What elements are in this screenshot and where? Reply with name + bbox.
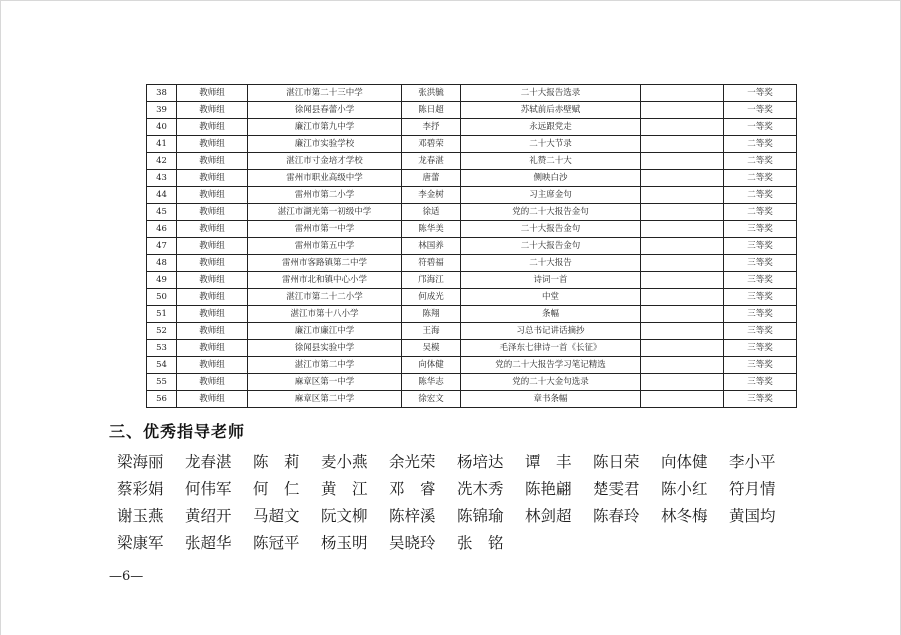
teacher-row: [117, 531, 817, 558]
work-title-cell: 二十大报告选录: [461, 85, 641, 102]
note-cell: [641, 153, 724, 170]
note-cell: [641, 272, 724, 289]
note-cell: [641, 221, 724, 238]
row-number-cell: 51: [147, 306, 177, 323]
teacher-name: 冼木秀: [457, 480, 504, 498]
school-cell: 廉江市实验学校: [248, 136, 402, 153]
teacher-name: 吴晓玲: [389, 534, 436, 552]
row-number-cell: 46: [147, 221, 177, 238]
work-title-cell: 习主席金句: [461, 187, 641, 204]
school-cell: 湛江市第二十三中学: [248, 85, 402, 102]
work-title-cell: 诗词一首: [461, 272, 641, 289]
teacher-name: 陈日荣: [593, 453, 640, 471]
name-cell: 张洪毓: [402, 85, 461, 102]
teacher-name: 符月情: [729, 480, 776, 498]
name-cell: 陈翔: [402, 306, 461, 323]
note-cell: [641, 238, 724, 255]
school-cell: 雷州市北和镇中心小学: [248, 272, 402, 289]
teacher-name: 阮文柳: [321, 507, 368, 525]
name-cell: 陈华志: [402, 374, 461, 391]
award-cell: 二等奖: [724, 153, 797, 170]
name-cell: 向体健: [402, 357, 461, 374]
table-row: [147, 357, 797, 374]
name-cell: 邓碧荣: [402, 136, 461, 153]
name-cell: 徐宏文: [402, 391, 461, 408]
name-cell: 邝海江: [402, 272, 461, 289]
table-row: [147, 238, 797, 255]
teacher-name: 向体健: [661, 453, 708, 471]
group-cell: 教师组: [177, 238, 248, 255]
row-number-cell: 39: [147, 102, 177, 119]
teacher-row: [117, 450, 817, 477]
table-row: [147, 272, 797, 289]
teacher-name: 梁康军: [117, 534, 164, 552]
teacher-name: 陈 莉: [253, 453, 300, 471]
school-cell: 湛江市第二中学: [248, 357, 402, 374]
work-title-cell: 二十大报告金句: [461, 221, 641, 238]
group-cell: 教师组: [177, 391, 248, 408]
group-cell: 教师组: [177, 357, 248, 374]
award-cell: 三等奖: [724, 306, 797, 323]
row-number-cell: 54: [147, 357, 177, 374]
note-cell: [641, 187, 724, 204]
note-cell: [641, 255, 724, 272]
teacher-name: 林剑超: [525, 507, 572, 525]
award-cell: 三等奖: [724, 391, 797, 408]
work-title-cell: 章书条幅: [461, 391, 641, 408]
table-row: [147, 102, 797, 119]
table-row: [147, 391, 797, 408]
note-cell: [641, 306, 724, 323]
note-cell: [641, 323, 724, 340]
group-cell: 教师组: [177, 170, 248, 187]
teacher-name: 余光荣: [389, 453, 436, 471]
school-cell: 雷州市第二小学: [248, 187, 402, 204]
row-number-cell: 53: [147, 340, 177, 357]
teacher-name: 陈冠平: [253, 534, 300, 552]
awards-table: [146, 84, 797, 408]
group-cell: 教师组: [177, 136, 248, 153]
teacher-name: 陈艳翩: [525, 480, 572, 498]
school-cell: 雷州市客路镇第二中学: [248, 255, 402, 272]
teacher-name: 何 仁: [253, 480, 300, 498]
row-number-cell: 45: [147, 204, 177, 221]
group-cell: 教师组: [177, 119, 248, 136]
teacher-name: 何伟军: [185, 480, 232, 498]
teacher-name-list: [117, 450, 817, 558]
work-title-cell: 礼赞二十大: [461, 153, 641, 170]
name-cell: 陈日超: [402, 102, 461, 119]
work-title-cell: 二十大报告: [461, 255, 641, 272]
work-title-cell: 苏轼前后赤壁赋: [461, 102, 641, 119]
school-cell: 雷州市第一中学: [248, 221, 402, 238]
school-cell: 徐闻县春蕾小学: [248, 102, 402, 119]
work-title-cell: 中堂: [461, 289, 641, 306]
award-cell: 三等奖: [724, 323, 797, 340]
note-cell: [641, 340, 724, 357]
name-cell: 吴模: [402, 340, 461, 357]
teacher-name: 李小平: [729, 453, 776, 471]
award-cell: 二等奖: [724, 136, 797, 153]
teacher-row: [117, 504, 817, 531]
school-cell: 徐闻县实验中学: [248, 340, 402, 357]
award-cell: 二等奖: [724, 187, 797, 204]
teacher-name: 林冬梅: [661, 507, 708, 525]
teacher-name: 张 铭: [457, 534, 504, 552]
note-cell: [641, 374, 724, 391]
table-row: [147, 289, 797, 306]
work-title-cell: 习总书记讲话摘抄: [461, 323, 641, 340]
work-title-cell: 毛泽东七律诗一首《长征》: [461, 340, 641, 357]
teacher-name: 杨培达: [457, 453, 504, 471]
group-cell: 教师组: [177, 221, 248, 238]
row-number-cell: 47: [147, 238, 177, 255]
note-cell: [641, 170, 724, 187]
table-row: [147, 323, 797, 340]
award-cell: 三等奖: [724, 221, 797, 238]
row-number-cell: 38: [147, 85, 177, 102]
teacher-name: 陈锦瑜: [457, 507, 504, 525]
award-cell: 三等奖: [724, 255, 797, 272]
teacher-name: 陈春玲: [593, 507, 640, 525]
note-cell: [641, 85, 724, 102]
table-row: [147, 136, 797, 153]
group-cell: 教师组: [177, 374, 248, 391]
awards-table-body: [147, 85, 797, 408]
award-cell: 三等奖: [724, 357, 797, 374]
note-cell: [641, 357, 724, 374]
teacher-name: 陈梓溪: [389, 507, 436, 525]
row-number-cell: 41: [147, 136, 177, 153]
teacher-name: 谢玉燕: [117, 507, 164, 525]
row-number-cell: 56: [147, 391, 177, 408]
name-cell: 李金树: [402, 187, 461, 204]
teacher-name: 黄国均: [729, 507, 776, 525]
award-cell: 三等奖: [724, 340, 797, 357]
work-title-cell: 条幅: [461, 306, 641, 323]
school-cell: 廉江市第九中学: [248, 119, 402, 136]
table-row: [147, 153, 797, 170]
name-cell: 符碧福: [402, 255, 461, 272]
teacher-name: 张超华: [185, 534, 232, 552]
group-cell: 教师组: [177, 289, 248, 306]
teacher-name: 马超文: [253, 507, 300, 525]
award-cell: 二等奖: [724, 170, 797, 187]
group-cell: 教师组: [177, 323, 248, 340]
teacher-name: 邓 睿: [389, 480, 436, 498]
school-cell: 湛江市湖光第一初级中学: [248, 204, 402, 221]
school-cell: 雷州市第五中学: [248, 238, 402, 255]
name-cell: 陈华美: [402, 221, 461, 238]
page-number: —6—: [109, 569, 144, 584]
group-cell: 教师组: [177, 85, 248, 102]
row-number-cell: 49: [147, 272, 177, 289]
table-row: [147, 170, 797, 187]
table-row: [147, 306, 797, 323]
group-cell: 教师组: [177, 153, 248, 170]
note-cell: [641, 119, 724, 136]
table-row: [147, 374, 797, 391]
teacher-name: 陈小红: [661, 480, 708, 498]
group-cell: 教师组: [177, 204, 248, 221]
school-cell: 麻章区第一中学: [248, 374, 402, 391]
row-number-cell: 43: [147, 170, 177, 187]
table-row: [147, 119, 797, 136]
row-number-cell: 44: [147, 187, 177, 204]
teacher-name: 楚雯君: [593, 480, 640, 498]
group-cell: 教师组: [177, 187, 248, 204]
work-title-cell: 党的二十大报告金句: [461, 204, 641, 221]
teacher-name: 黄 江: [321, 480, 368, 498]
group-cell: 教师组: [177, 255, 248, 272]
school-cell: 湛江市第十八小学: [248, 306, 402, 323]
work-title-cell: 永远跟党走: [461, 119, 641, 136]
school-cell: 雷州市职业高级中学: [248, 170, 402, 187]
table-row: [147, 255, 797, 272]
award-cell: 三等奖: [724, 272, 797, 289]
row-number-cell: 48: [147, 255, 177, 272]
table-row: [147, 340, 797, 357]
note-cell: [641, 391, 724, 408]
table-row: [147, 204, 797, 221]
name-cell: 徐适: [402, 204, 461, 221]
name-cell: 李抒: [402, 119, 461, 136]
name-cell: 何成光: [402, 289, 461, 306]
award-cell: 一等奖: [724, 102, 797, 119]
row-number-cell: 55: [147, 374, 177, 391]
name-cell: 龙春湛: [402, 153, 461, 170]
teacher-name: 蔡彩娟: [117, 480, 164, 498]
work-title-cell: 党的二十大金句选录: [461, 374, 641, 391]
teacher-name: 谭 丰: [525, 453, 572, 471]
work-title-cell: 党的二十大报告学习笔记精选: [461, 357, 641, 374]
work-title-cell: 二十大报告金句: [461, 238, 641, 255]
row-number-cell: 52: [147, 323, 177, 340]
group-cell: 教师组: [177, 102, 248, 119]
award-cell: 一等奖: [724, 119, 797, 136]
teacher-row: [117, 477, 817, 504]
table-row: [147, 85, 797, 102]
note-cell: [641, 289, 724, 306]
row-number-cell: 50: [147, 289, 177, 306]
award-cell: 三等奖: [724, 374, 797, 391]
school-cell: 湛江市寸金培才学校: [248, 153, 402, 170]
table-row: [147, 221, 797, 238]
teacher-name: 龙春湛: [185, 453, 232, 471]
award-cell: 三等奖: [724, 238, 797, 255]
school-cell: 麻章区第二中学: [248, 391, 402, 408]
row-number-cell: 42: [147, 153, 177, 170]
group-cell: 教师组: [177, 340, 248, 357]
name-cell: 林国养: [402, 238, 461, 255]
teacher-name: 杨玉明: [321, 534, 368, 552]
note-cell: [641, 102, 724, 119]
note-cell: [641, 204, 724, 221]
award-cell: 三等奖: [724, 289, 797, 306]
school-cell: 湛江市第二十二小学: [248, 289, 402, 306]
teacher-name: 麦小燕: [321, 453, 368, 471]
row-number-cell: 40: [147, 119, 177, 136]
teacher-name: 黄绍开: [185, 507, 232, 525]
work-title-cell: 二十大节录: [461, 136, 641, 153]
group-cell: 教师组: [177, 272, 248, 289]
name-cell: 唐蕾: [402, 170, 461, 187]
section-title: 三、优秀指导老师: [109, 422, 246, 441]
teacher-name: 梁海丽: [117, 453, 164, 471]
award-cell: 一等奖: [724, 85, 797, 102]
name-cell: 王海: [402, 323, 461, 340]
work-title-cell: 侧映白沙: [461, 170, 641, 187]
school-cell: 廉江市廉江中学: [248, 323, 402, 340]
table-row: [147, 187, 797, 204]
award-cell: 二等奖: [724, 204, 797, 221]
note-cell: [641, 136, 724, 153]
group-cell: 教师组: [177, 306, 248, 323]
